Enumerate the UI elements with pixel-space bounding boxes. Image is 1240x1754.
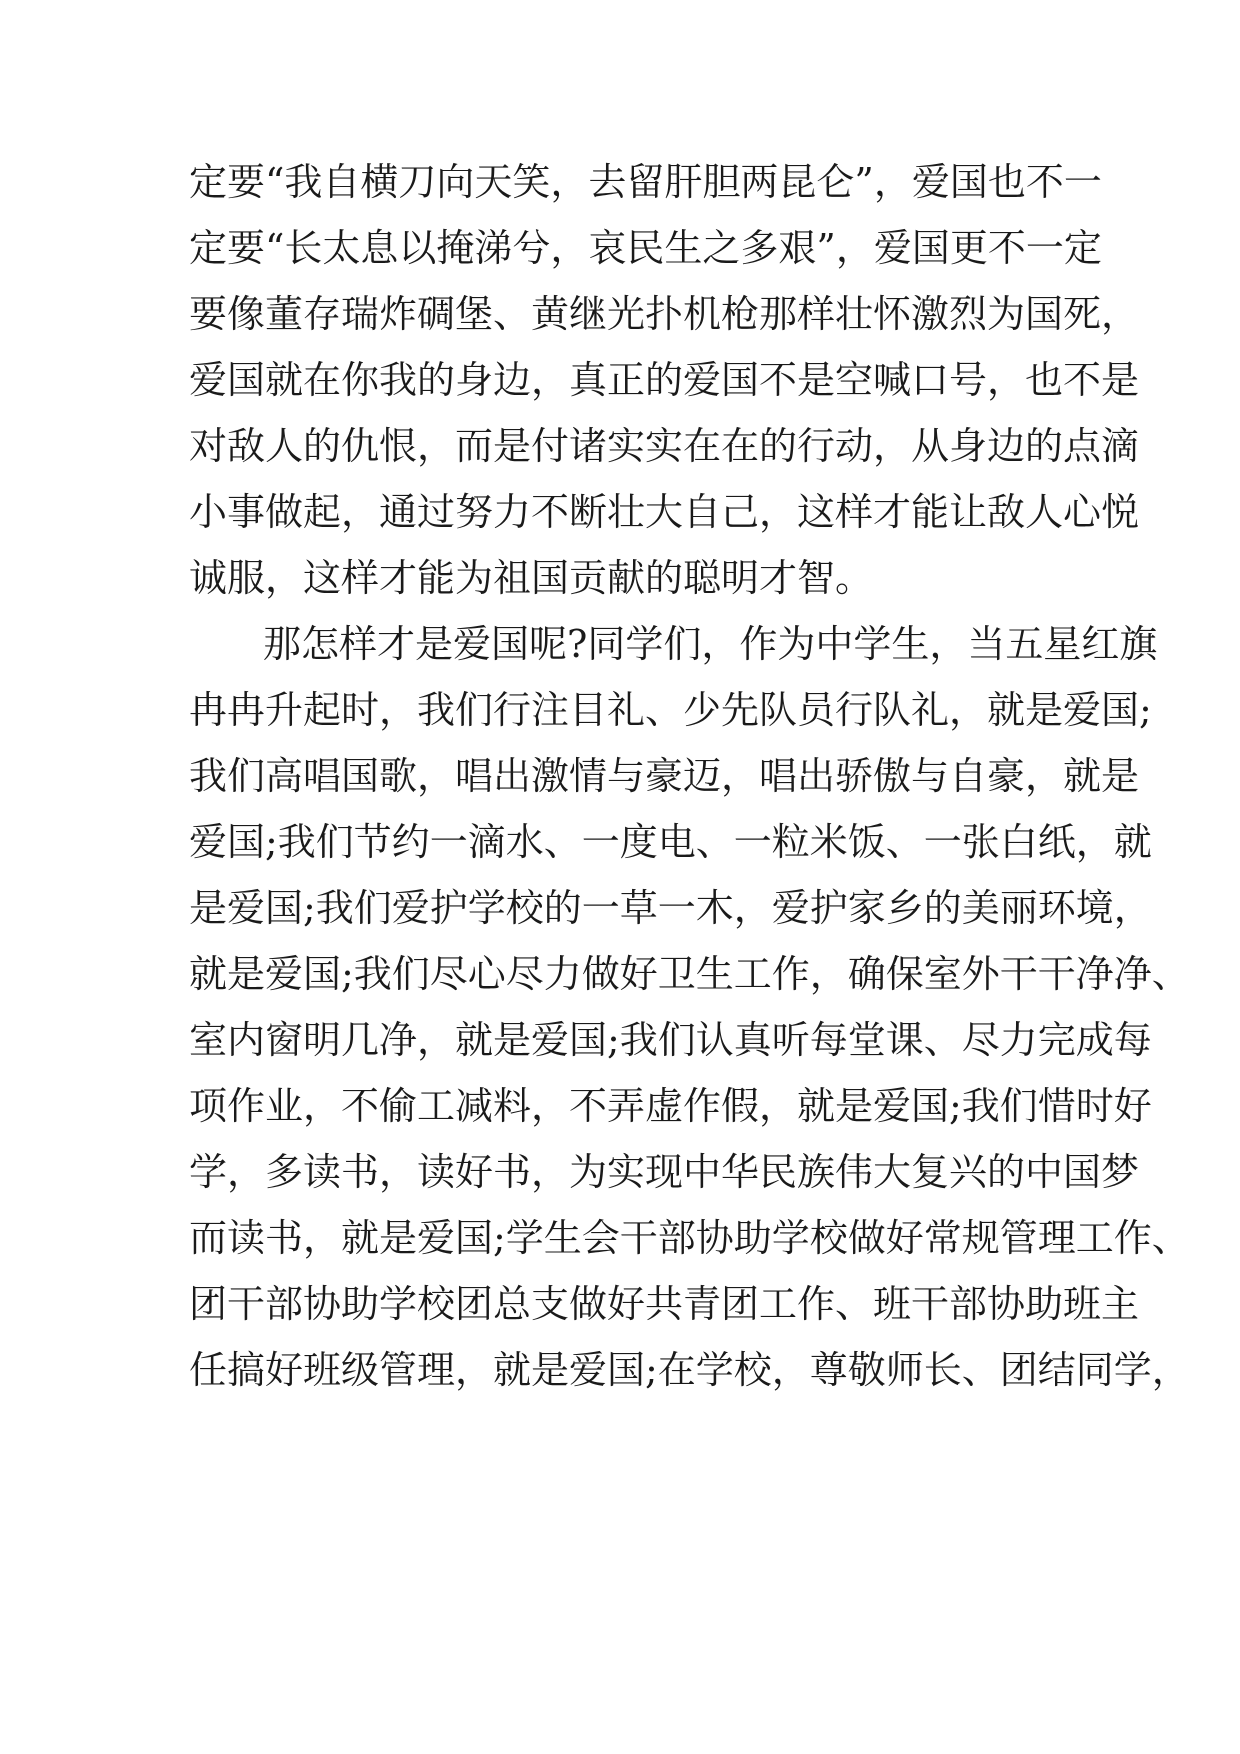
- text-line: 室内窗明几净，就是爱国;我们认真听每堂课、尽力完成每: [189, 1018, 1152, 1062]
- text-line: 对敌人的仇恨，而是付诸实实在在的行动，从身边的点滴: [189, 424, 1140, 468]
- text-line: 而读书，就是爱国;学生会干部协助学校做好常规管理工作、: [189, 1216, 1190, 1260]
- text-line: 爱国就在你我的身边，真正的爱国不是空喊口号，也不是: [189, 358, 1140, 402]
- text-line: 是爱国;我们爱护学校的一草一木，爱护家乡的美丽环境，: [189, 886, 1152, 930]
- text-line: 诚服，这样才能为祖国贡献的聪明才智。: [189, 556, 874, 600]
- text-line: 定要“长太息以掩涕兮，哀民生之多艰”，爱国更不一定: [189, 226, 1102, 270]
- text-line: 小事做起，通过努力不断壮大自己，这样才能让敌人心悦: [189, 490, 1140, 534]
- text-line: 要像董存瑞炸碉堡、黄继光扑机枪那样壮怀激烈为国死，: [189, 292, 1140, 336]
- text-line: 就是爱国;我们尽心尽力做好卫生工作，确保室外干干净净、: [189, 952, 1190, 996]
- text-line: 任搞好班级管理，就是爱国;在学校，尊敬师长、团结同学，: [189, 1348, 1190, 1392]
- text-line: 学，多读书，读好书，为实现中华民族伟大复兴的中国梦: [189, 1150, 1140, 1194]
- text-line: 项作业，不偷工减料，不弄虚作假，就是爱国;我们惜时好: [189, 1084, 1152, 1128]
- text-line: 冉冉升起时，我们行注目礼、少先队员行队礼，就是爱国;: [189, 688, 1152, 732]
- text-line: 团干部协助学校团总支做好共青团工作、班干部协助班主: [189, 1282, 1140, 1326]
- text-line: 我们高唱国歌，唱出激情与豪迈，唱出骄傲与自豪，就是: [189, 754, 1140, 798]
- text-line: 定要“我自横刀向天笑，去留肝胆两昆仑”，爱国也不一: [189, 160, 1102, 204]
- text-line: 爱国;我们节约一滴水、一度电、一粒米饭、一张白纸，就: [189, 820, 1152, 864]
- text-line: 那怎样才是爱国呢?同学们，作为中学生，当五星红旗: [263, 622, 1158, 666]
